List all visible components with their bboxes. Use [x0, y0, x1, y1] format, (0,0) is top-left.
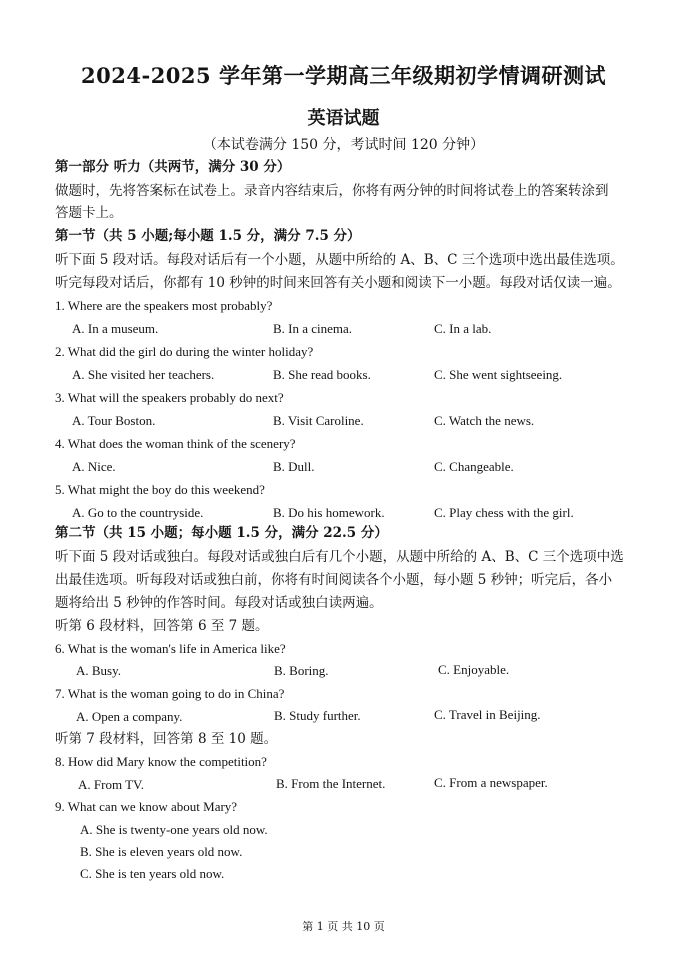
material-6-instruction: 听第 6 段材料，回答第 6 至 7 题。 — [55, 618, 269, 634]
question-3: 3. What will the speakers probably do next? — [55, 390, 284, 405]
question-2-option-b: B. She read books. — [273, 367, 371, 382]
question-6-option-a: A. Busy. — [76, 663, 122, 678]
question-9: 9. What can we know about Mary? — [55, 799, 238, 814]
question-7-option-a: A. Open a company. — [76, 709, 183, 724]
part1-heading: 第一部分 听力（共两节，满分 30 分） — [55, 159, 291, 175]
question-6-option-b: B. Boring. — [274, 663, 329, 678]
exam-info: （本试卷满分 150 分，考试时间 120 分钟） — [202, 137, 485, 153]
question-8-option-a: A. From TV. — [78, 777, 144, 792]
question-5: 5. What might the boy do this weekend? — [55, 482, 265, 497]
question-5-option-a: A. Go to the countryside. — [72, 505, 204, 520]
question-1-option-a: A. In a museum. — [72, 321, 159, 336]
question-9-option-b: B. She is eleven years old now. — [80, 844, 243, 859]
part1-instruction-line1: 做题时，先将答案标在试卷上。录音内容结束后，你将有两分钟的时间将试卷上的答案转涂到 — [55, 183, 609, 199]
question-5-option-c: C. Play chess with the girl. — [434, 505, 574, 520]
question-3-option-a: A. Tour Boston. — [72, 413, 156, 428]
question-4-option-b: B. Dull. — [273, 459, 315, 474]
question-1-option-c: C. In a lab. — [434, 321, 492, 336]
section2-heading: 第二节（共 15 小题；每小题 1.5 分，满分 22.5 分） — [55, 525, 388, 541]
question-4: 4. What does the woman think of the scenery? — [55, 436, 296, 451]
question-6-option-c: C. Enjoyable. — [438, 662, 510, 677]
section1-instruction-line1: 听下面 5 段对话。每段对话后有一个小题，从题中所给的 A、B、C 三个选项中选出最佳选项。 — [55, 252, 624, 268]
question-1-option-b: B. In a cinema. — [273, 321, 353, 336]
question-3-option-c: C. Watch the news. — [434, 413, 535, 428]
question-3-option-b: B. Visit Caroline. — [273, 413, 364, 428]
part1-instruction-line2: 答题卡上。 — [55, 205, 123, 221]
section2-instruction-line1: 听下面 5 段对话或独白。每段对话或独白后有几个小题，从题中所给的 A、B、C 三个选项中选 — [55, 549, 624, 565]
page-footer: 第 1 页 共 10 页 — [302, 920, 385, 933]
question-9-option-a: A. She is twenty-one years old now. — [80, 822, 268, 837]
page-title: 2024-2025 学年第一学期高三年级期初学情调研测试 — [81, 63, 606, 88]
question-7: 7. What is the woman going to do in China? — [55, 686, 285, 701]
section1-instruction-line2: 听完每段对话后，你都有 10 秒钟的时间来回答有关小题和阅读下一小题。每段对话仅读一遍。 — [55, 275, 621, 291]
question-2: 2. What did the girl do during the winter holiday? — [55, 344, 314, 359]
question-4-option-c: C. Changeable. — [434, 459, 514, 474]
section2-instruction-line3: 题将给出 5 秒钟的作答时间。每段对话或独白读两遍。 — [55, 595, 383, 611]
question-8: 8. How did Mary know the competition? — [55, 754, 267, 769]
question-1: 1. Where are the speakers most probably? — [55, 298, 273, 313]
section1-heading: 第一节（共 5 小题;每小题 1.5 分，满分 7.5 分） — [55, 228, 361, 244]
question-2-option-c: C. She went sightseeing. — [434, 367, 563, 382]
section2-instruction-line2: 出最佳选项。听每段对话或独白前，你将有时间阅读各个小题，每小题 5 秒钟；听完后，各小 — [55, 572, 613, 588]
question-2-option-a: A. She visited her teachers. — [72, 367, 215, 382]
subject-title: 英语试题 — [307, 108, 380, 129]
question-7-option-b: B. Study further. — [274, 708, 361, 723]
question-4-option-a: A. Nice. — [72, 459, 116, 474]
question-8-option-b: B. From the Internet. — [276, 776, 386, 791]
material-7-instruction: 听第 7 段材料，回答第 8 至 10 题。 — [55, 731, 278, 747]
question-9-option-c: C. She is ten years old now. — [80, 866, 225, 881]
question-7-option-c: C. Travel in Beijing. — [434, 707, 541, 722]
question-6: 6. What is the woman's life in America like? — [55, 641, 286, 656]
question-5-option-b: B. Do his homework. — [273, 505, 385, 520]
question-8-option-c: C. From a newspaper. — [434, 775, 548, 790]
